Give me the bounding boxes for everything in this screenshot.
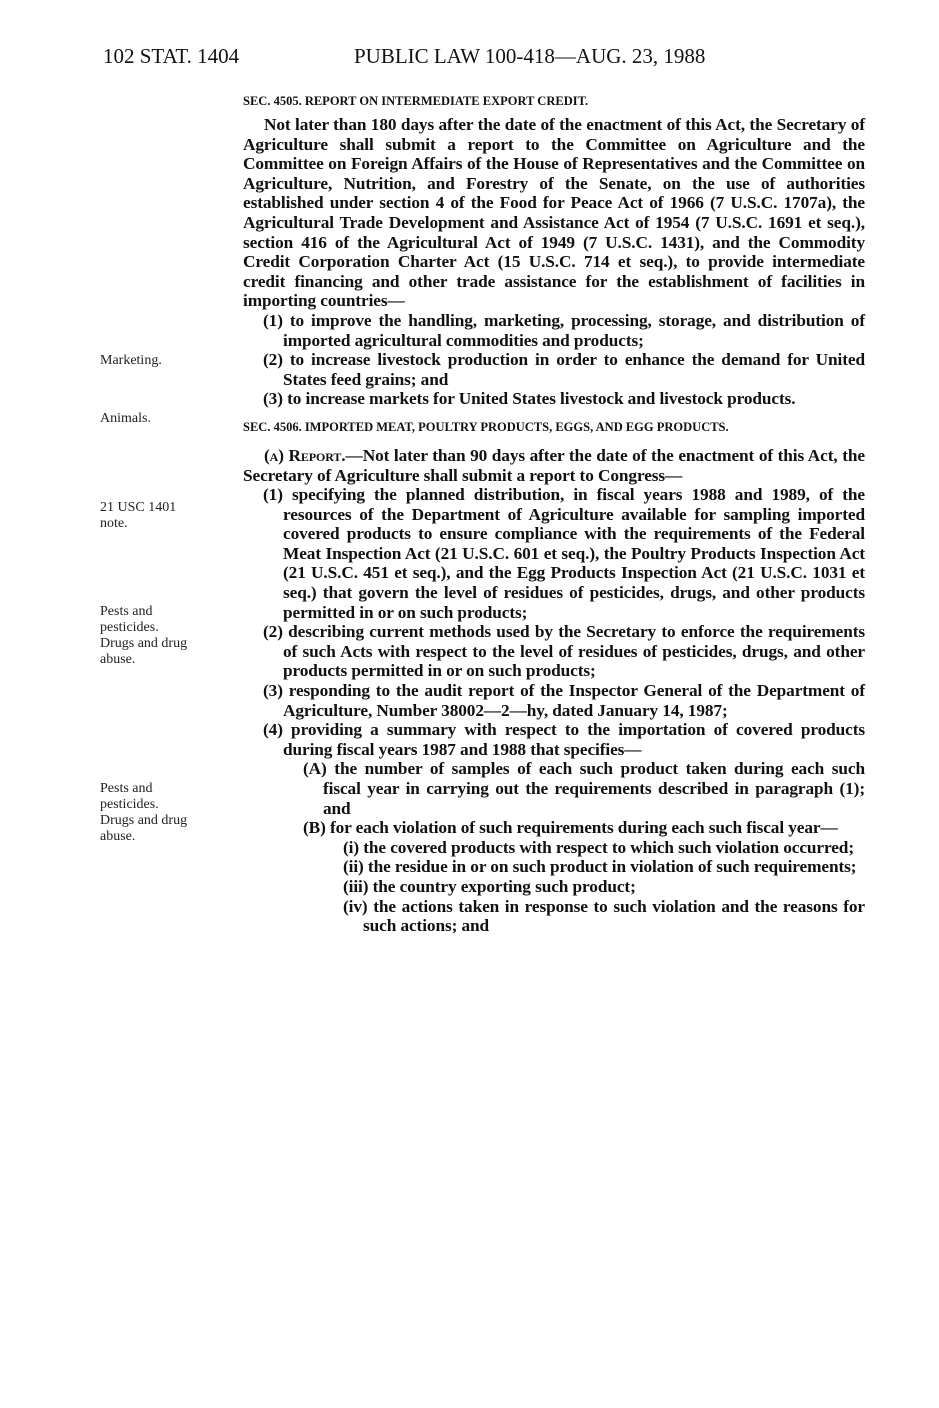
section-4506-item-A: (A) the number of samples of each such product taken during each such fiscal year in carrying out the requirements described in paragraph (1); and [303, 759, 865, 818]
margin-note-line: Drugs and drug [100, 813, 188, 828]
section-4505-item-2: (2) to increase livestock production in order to enhance the demand for United States feed grains; and [263, 350, 865, 389]
section-4506-item-B: (B) for each violation of such requirements during each such fiscal year— [303, 818, 838, 838]
margin-note-line: 21 USC 1401 [100, 500, 177, 515]
margin-note-line: pesticides. [100, 797, 159, 812]
section-4505-heading: SEC. 4505. REPORT ON INTERMEDIATE EXPORT CREDIT. [243, 94, 589, 108]
section-4506-item-iv: (iv) the actions taken in response to such violation and the reasons for such actions; and [343, 896, 865, 936]
section-4506-item-2: (2) describing current methods used by the Secretary to enforce the requirements of such Acts with respect to the level of residues of pesticides, drugs, and other products permitted in or on such products; [263, 622, 865, 681]
margin-note-animals: Animals. [100, 411, 151, 426]
section-4506-item-iii: (iii) the country exporting such product; [343, 876, 636, 896]
margin-note-line: abuse. [100, 829, 136, 844]
subsection-a-label: (a) Report. [264, 445, 346, 465]
subsection-a-text: —Not later than 90 days after the date of the enactment of this Act, the Secretary of Agriculture shall submit a report to Congress— [243, 445, 865, 485]
section-4506-item-3: (3) responding to the audit report of the Inspector General of the Department of Agriculture, Number 38002—2—hy, dated January 14, 1987; [263, 681, 865, 720]
margin-note-line: Pests and [100, 604, 153, 619]
running-header-title: PUBLIC LAW 100-418—AUG. 23, 1988 [354, 44, 706, 68]
margin-note-usc-citation [100, 500, 240, 532]
margin-note-pests-drugs-1 [100, 604, 240, 668]
stat-page-number: 102 STAT. 1404 [103, 44, 240, 68]
margin-note-line: pesticides. [100, 620, 159, 635]
section-4506-subsection-a [243, 446, 865, 485]
section-4505-intro: Not later than 180 days after the date of the enactment of this Act, the Secretary of Agriculture shall submit a report to the Committee on Agriculture and the Committee on Foreign Affairs of the House of Representatives and the Committee on Agriculture, Nutrition, and Forestry of the Senate, on the use of authorities established under section 4 of the Food for Peace Act of 1966 (7 U.S.C. 1707a), the Agricultural Trade Development and Assistance Act of 1954 (7 U.S.C. 1691 et seq.), section 416 of the Agricultural Act of 1949 (7 U.S.C. 1431), and the Commodity Credit Corporation Charter Act (15 U.S.C. 714 et seq.), to provide intermediate credit financing and other trade assistance for the establishment of facilities in importing countries— [243, 115, 865, 311]
margin-note-line: Pests and [100, 781, 153, 796]
section-4505-item-1: (1) to improve the handling, marketing, processing, storage, and distribution of imported agricultural commodities and products; [263, 310, 865, 350]
section-4505-item-3: (3) to increase markets for United States livestock and livestock products. [263, 389, 796, 409]
section-4506-item-1: (1) specifying the planned distribution, in fiscal years 1988 and 1989, of the resources of the Department of Agriculture available for sampling imported covered products to ensure compliance with the requirements of the Federal Meat Inspection Act (21 U.S.C. 601 et seq.), the Poultry Products Inspection Act (21 U.S.C. 451 et seq.), and the Egg Products Inspection Act (21 U.S.C. 1031 et seq.) that govern the level of residues of pesticides, drugs, and other products permitted in or on such products; [263, 485, 865, 622]
margin-note-line: Drugs and drug [100, 636, 188, 651]
statute-body [243, 93, 865, 936]
section-4506-item-ii: (ii) the residue in or on such product in violation of such requirements; [343, 857, 857, 877]
section-4506-item-4: (4) providing a summary with respect to the importation of covered products during fiscal years 1987 and 1988 that specifies— [263, 720, 865, 759]
margin-note-line: note. [100, 516, 128, 531]
margin-note-pests-drugs-2 [100, 781, 240, 845]
section-4506-heading: SEC. 4506. IMPORTED MEAT, POULTRY PRODUCTS, EGGS, AND EGG PRODUCTS. [243, 419, 729, 434]
margin-note-line: abuse. [100, 652, 136, 667]
margin-note-marketing: Marketing. [100, 353, 162, 368]
section-4506-item-i: (i) the covered products with respect to which such violation occurred; [343, 837, 854, 857]
